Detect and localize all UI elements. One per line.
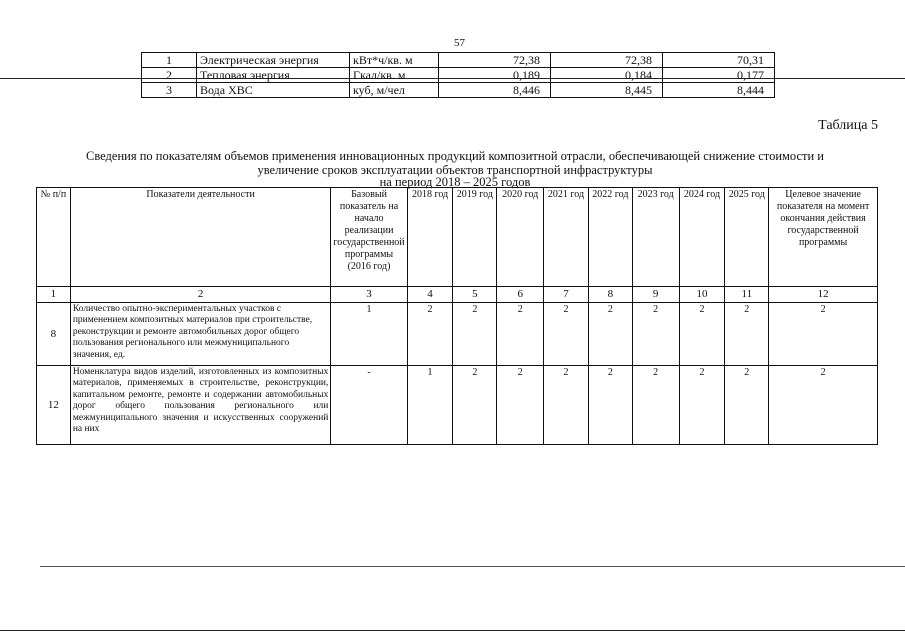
column-index: 5 <box>453 287 497 303</box>
heading-line-2: увеличение сроков эксплуатации объектов транспортной инфраструктуры <box>257 163 653 177</box>
row-number: 12 <box>37 366 71 445</box>
table-label: Таблица 5 <box>818 118 878 133</box>
year-value: 2 <box>588 366 632 445</box>
indicator-text: Количество опытно-экспериментальных участков с применением композитных материалов при строительстве, реконструкции и ремонте автомобильных дорог общего пользования регионального или межмуниципального значения, ед. <box>70 303 331 366</box>
year-value: 2 <box>725 303 769 366</box>
row-number: 1 <box>142 53 197 68</box>
target-value: 2 <box>769 366 878 445</box>
value: 0,177 <box>663 68 775 83</box>
col-header-year: 2020 год <box>497 188 544 287</box>
column-index: 3 <box>331 287 407 303</box>
unit: куб, м/чел <box>350 83 439 98</box>
energy-table <box>141 52 775 98</box>
column-index-row <box>37 287 878 303</box>
year-value: 2 <box>497 303 544 366</box>
unit: кВт*ч/кв. м <box>350 53 439 68</box>
column-index: 11 <box>725 287 769 303</box>
year-value: 2 <box>679 303 725 366</box>
column-index: 8 <box>588 287 632 303</box>
column-index: 1 <box>37 287 71 303</box>
unit: Гкал/кв. м <box>350 68 439 83</box>
col-header-indicator: Показатели деятельности <box>70 188 331 287</box>
value: 0,189 <box>439 68 551 83</box>
base-value: - <box>331 366 407 445</box>
resource-name: Тепловая энергия <box>197 68 350 83</box>
heading-line-1: Сведения по показателям объемов применения инновационных продукций композитной отрасли, обеспечивающей снижение стоимости и <box>85 149 824 163</box>
indicator-text: Номенклатура видов изделий, изготовленных из композитных материалов, применяемых в строительстве, реконструкции, капитальном ремонте, ремонте и содержании автомобильных дорог общего пользования регионального или межмуниципального значения и искусственных сооружений на них <box>70 366 331 445</box>
value: 8,444 <box>663 83 775 98</box>
indicators-table <box>36 187 878 445</box>
heading-line-3: на период 2018 – 2025 годов <box>379 175 531 189</box>
table-row <box>37 366 878 445</box>
year-value: 2 <box>544 366 589 445</box>
year-value: 2 <box>588 303 632 366</box>
target-value: 2 <box>769 303 878 366</box>
year-value: 1 <box>407 366 453 445</box>
col-header-year: 2018 год <box>407 188 453 287</box>
year-value: 2 <box>679 366 725 445</box>
table-row <box>142 83 775 98</box>
value: 72,38 <box>439 53 551 68</box>
year-value: 2 <box>497 366 544 445</box>
col-header-year: 2022 год <box>588 188 632 287</box>
col-header-year: 2025 год <box>725 188 769 287</box>
column-index: 12 <box>769 287 878 303</box>
year-value: 2 <box>453 303 497 366</box>
base-value: 1 <box>331 303 407 366</box>
resource-name: Электрическая энергия <box>197 53 350 68</box>
year-value: 2 <box>725 366 769 445</box>
column-index: 9 <box>632 287 679 303</box>
table-row <box>142 68 775 83</box>
table-row <box>37 303 878 366</box>
col-header-num: № п/п <box>37 188 71 287</box>
row-number: 2 <box>142 68 197 83</box>
value: 0,184 <box>551 68 663 83</box>
row-number: 8 <box>37 303 71 366</box>
column-index: 10 <box>679 287 725 303</box>
column-index: 2 <box>70 287 331 303</box>
scan-line-footer <box>0 630 905 631</box>
value: 70,31 <box>663 53 775 68</box>
value: 72,38 <box>551 53 663 68</box>
scan-line-bottom <box>40 566 905 567</box>
col-header-base: Базовый показатель на начало реализации государственной программы (2016 год) <box>331 188 407 287</box>
year-value: 2 <box>407 303 453 366</box>
column-index: 4 <box>407 287 453 303</box>
table-row <box>142 53 775 68</box>
col-header-year: 2024 год <box>679 188 725 287</box>
column-index: 7 <box>544 287 589 303</box>
column-index: 6 <box>497 287 544 303</box>
year-value: 2 <box>632 303 679 366</box>
col-header-year: 2023 год <box>632 188 679 287</box>
header-row <box>37 188 878 287</box>
col-header-year: 2021 год <box>544 188 589 287</box>
value: 8,445 <box>551 83 663 98</box>
value: 8,446 <box>439 83 551 98</box>
year-value: 2 <box>632 366 679 445</box>
year-value: 2 <box>453 366 497 445</box>
year-value: 2 <box>544 303 589 366</box>
resource-name: Вода ХВС <box>197 83 350 98</box>
row-number: 3 <box>142 83 197 98</box>
col-header-target: Целевое значение показателя на момент окончания действия государственной программы <box>769 188 878 287</box>
col-header-year: 2019 год <box>453 188 497 287</box>
page-number: 57 <box>454 37 465 49</box>
